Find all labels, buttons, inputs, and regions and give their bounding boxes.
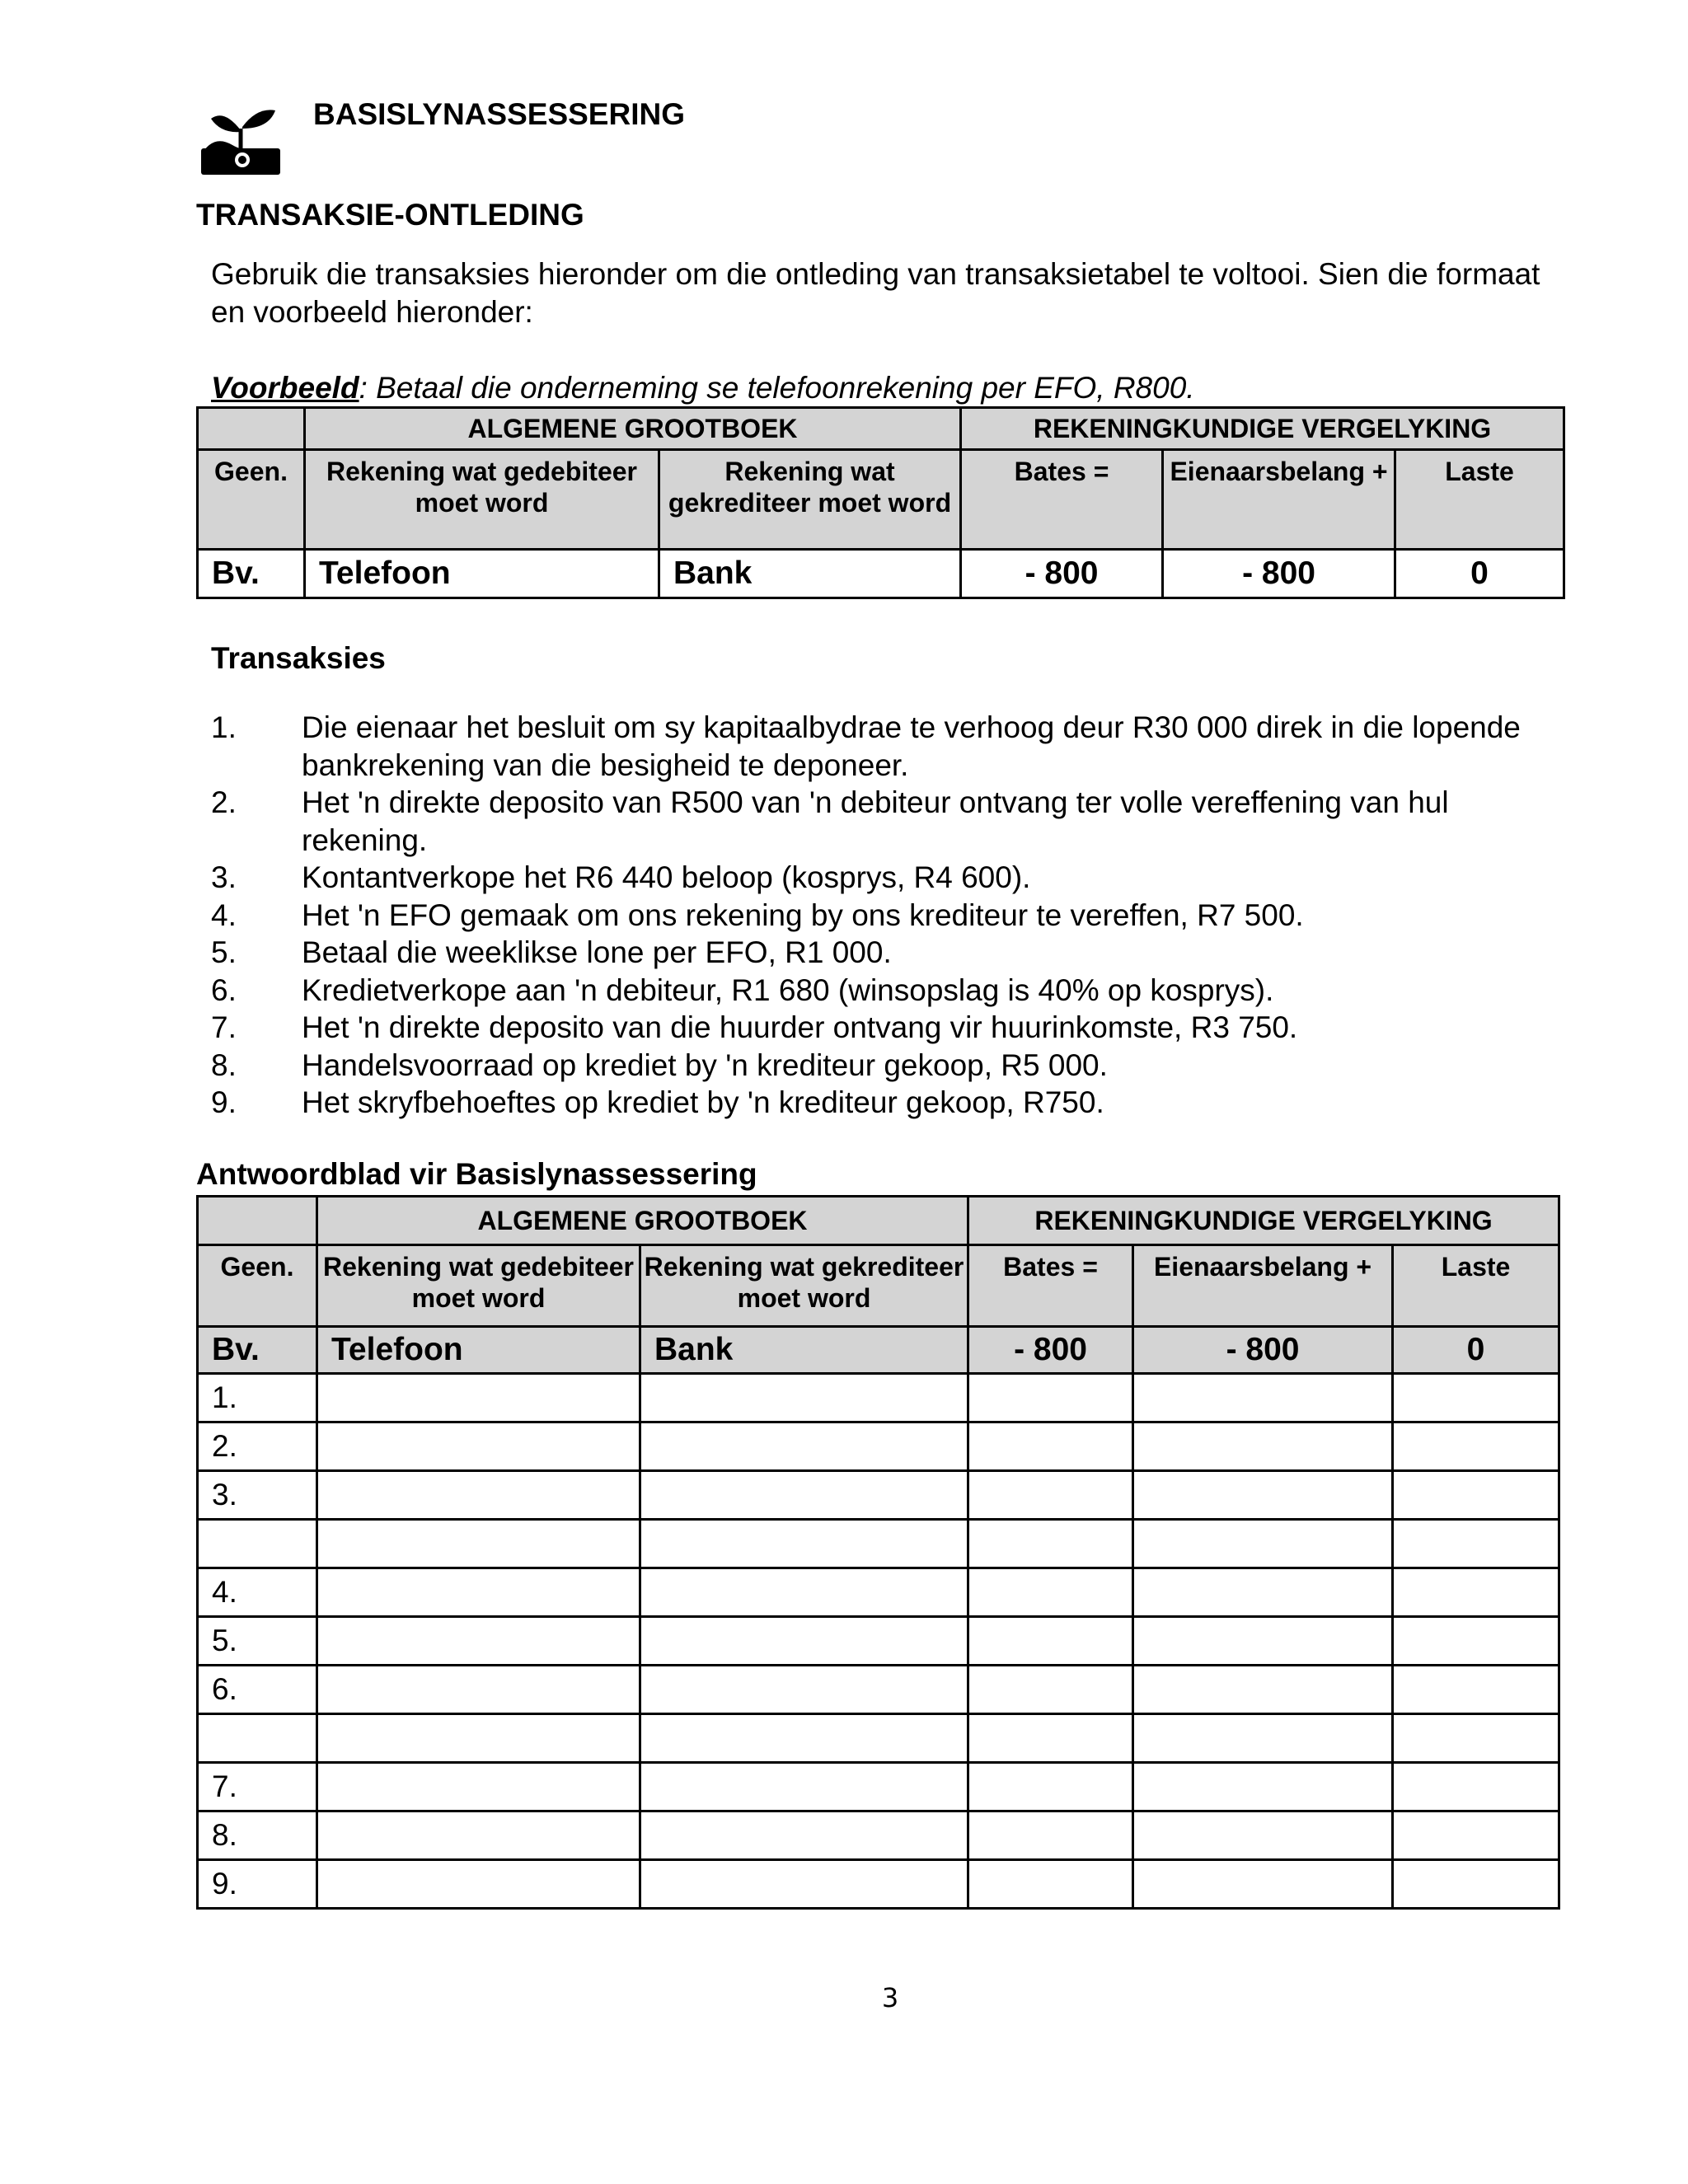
col-debit-header: Rekening wat gedebiteer moet word (305, 450, 659, 550)
page-heading: BASISLYNASSESSERING (313, 97, 685, 131)
item-text: Het 'n EFO gemaak om ons rekening by ons krediteur te vereffen, R7 500. (302, 898, 1304, 932)
example-row (198, 1327, 1559, 1374)
cell-equity: - 800 (1163, 550, 1395, 598)
debit-answer-cell[interactable] (317, 1617, 640, 1666)
debit-answer-cell[interactable] (317, 1568, 640, 1617)
debit-answer-cell[interactable] (317, 1860, 640, 1909)
credit-answer-cell[interactable] (640, 1568, 968, 1617)
table-row (198, 1422, 1559, 1471)
section-title: TRANSAKSIE-ONTLEDING (196, 198, 584, 232)
item-number: 8. (211, 1047, 237, 1082)
credit-answer-cell[interactable] (640, 1811, 968, 1860)
debit-answer-cell[interactable] (317, 1422, 640, 1471)
liabilities-answer-cell[interactable] (1393, 1617, 1559, 1666)
liabilities-answer-cell[interactable] (1393, 1374, 1559, 1422)
liabilities-answer-cell[interactable] (1393, 1860, 1559, 1909)
credit-answer-cell[interactable] (640, 1520, 968, 1568)
credit-answer-cell[interactable] (640, 1860, 968, 1909)
list-item (211, 972, 1571, 1010)
answer-table (196, 1195, 1560, 1910)
debit-answer-cell[interactable] (317, 1811, 640, 1860)
liabilities-answer-cell[interactable] (1393, 1666, 1559, 1714)
credit-answer-cell[interactable] (640, 1714, 968, 1763)
cell-credit: Bank (640, 1327, 968, 1374)
col-equity-header: Eienaarsbelang + (1163, 450, 1395, 550)
row-number: 4. (198, 1568, 317, 1617)
credit-answer-cell[interactable] (640, 1471, 968, 1520)
credit-answer-cell[interactable] (640, 1763, 968, 1811)
example-table (196, 406, 1565, 599)
debit-answer-cell[interactable] (317, 1763, 640, 1811)
item-number: 4. (211, 898, 237, 932)
answer-sheet-title: Antwoordblad vir Basislynassessering (196, 1157, 757, 1191)
credit-answer-cell[interactable] (640, 1422, 968, 1471)
table-row (198, 1763, 1559, 1811)
liabilities-answer-cell[interactable] (1393, 1471, 1559, 1520)
debit-answer-cell[interactable] (317, 1666, 640, 1714)
liabilities-answer-cell[interactable] (1393, 1422, 1559, 1471)
col-liabilities-header: Laste (1395, 450, 1564, 550)
col-credit-header: Rekening wat gekrediteer moet word (659, 450, 961, 550)
item-text: Het 'n direkte deposito van R500 van 'n debiteur ontvang ter volle vereffening van hul rekening. (302, 785, 1449, 857)
debit-answer-cell[interactable] (317, 1520, 640, 1568)
row-number: 3. (198, 1471, 317, 1520)
group-equation-header: REKENINGKUNDIGE VERGELYKING (968, 1197, 1559, 1245)
page-number: 3 (881, 1982, 899, 2013)
liabilities-answer-cell[interactable] (1393, 1714, 1559, 1763)
row-number (198, 1714, 317, 1763)
assets-answer-cell[interactable] (968, 1860, 1133, 1909)
cell-assets: - 800 (961, 550, 1163, 598)
equity-answer-cell[interactable] (1133, 1520, 1393, 1568)
equity-answer-cell[interactable] (1133, 1471, 1393, 1520)
item-text: Kontantverkope het R6 440 beloop (kosprys, R4 600). (302, 860, 1031, 894)
row-number: 1. (198, 1374, 317, 1422)
equity-answer-cell[interactable] (1133, 1666, 1393, 1714)
item-text: Het 'n direkte deposito van die huurder ontvang vir huurinkomste, R3 750. (302, 1010, 1298, 1044)
table-row (198, 1568, 1559, 1617)
instructions: Gebruik die transaksies hieronder om die ontleding van transaksietabel te voltooi. Sien die formaat en voorbeeld hieronder: (211, 257, 1540, 329)
transactions-list (211, 709, 1571, 1122)
group-equation-header: REKENINGKUNDIGE VERGELYKING (961, 408, 1564, 450)
cell-liabilities: 0 (1395, 550, 1564, 598)
item-text: Handelsvoorraad op krediet by 'n krediteur gekoop, R5 000. (302, 1047, 1108, 1082)
cell-no: Bv. (198, 550, 305, 598)
assets-answer-cell[interactable] (968, 1520, 1133, 1568)
equity-answer-cell[interactable] (1133, 1568, 1393, 1617)
list-item (211, 1084, 1571, 1122)
list-item (211, 859, 1571, 897)
item-number: 3. (211, 860, 237, 894)
item-text: Het skryfbehoeftes op krediet by 'n krediteur gekoop, R750. (302, 1085, 1104, 1119)
cell-no: Bv. (198, 1327, 317, 1374)
example-sentence (211, 371, 1195, 405)
table-row (198, 1860, 1559, 1909)
item-text: Kredietverkope aan 'n debiteur, R1 680 (winsopslag is 40% op kosprys). (302, 972, 1274, 1007)
list-item (211, 1047, 1571, 1085)
table-row (198, 1666, 1559, 1714)
example-row (198, 550, 1564, 598)
row-number: 6. (198, 1666, 317, 1714)
cell-equity: - 800 (1133, 1327, 1393, 1374)
liabilities-answer-cell[interactable] (1393, 1520, 1559, 1568)
col-debit-header: Rekening wat gedebiteer moet word (317, 1245, 640, 1327)
group-ledger-header: ALGEMENE GROOTBOEK (305, 408, 961, 450)
item-number: 9. (211, 1085, 237, 1119)
item-number: 5. (211, 935, 237, 969)
assets-answer-cell[interactable] (968, 1374, 1133, 1422)
cell-assets: - 800 (968, 1327, 1133, 1374)
col-equity-header: Eienaarsbelang + (1133, 1245, 1393, 1327)
item-number: 2. (211, 785, 237, 819)
assets-answer-cell[interactable] (968, 1811, 1133, 1860)
list-item (211, 1009, 1571, 1047)
table-row (198, 1520, 1559, 1568)
item-number: 7. (211, 1010, 237, 1044)
list-item (211, 897, 1571, 935)
assets-answer-cell[interactable] (968, 1422, 1133, 1471)
equity-answer-cell[interactable] (1133, 1763, 1393, 1811)
equity-answer-cell[interactable] (1133, 1374, 1393, 1422)
row-number (198, 1520, 317, 1568)
row-number: 5. (198, 1617, 317, 1666)
cell-debit: Telefoon (305, 550, 659, 598)
debit-answer-cell[interactable] (317, 1374, 640, 1422)
assets-answer-cell[interactable] (968, 1617, 1133, 1666)
credit-answer-cell[interactable] (640, 1617, 968, 1666)
equity-answer-cell[interactable] (1133, 1811, 1393, 1860)
list-item (211, 784, 1571, 859)
table-row (198, 1617, 1559, 1666)
col-assets-header: Bates = (968, 1245, 1133, 1327)
equity-answer-cell[interactable] (1133, 1422, 1393, 1471)
table-row (198, 1714, 1559, 1763)
assets-answer-cell[interactable] (968, 1666, 1133, 1714)
liabilities-answer-cell[interactable] (1393, 1763, 1559, 1811)
list-item (211, 934, 1571, 972)
col-no-header: Geen. (198, 450, 305, 550)
row-number: 9. (198, 1860, 317, 1909)
row-number: 2. (198, 1422, 317, 1471)
credit-answer-cell[interactable] (640, 1374, 968, 1422)
debit-answer-cell[interactable] (317, 1714, 640, 1763)
header-blank (198, 408, 305, 450)
example-label: Voorbeeld (211, 371, 359, 405)
assets-answer-cell[interactable] (968, 1471, 1133, 1520)
cell-debit: Telefoon (317, 1327, 640, 1374)
seedling-icon (199, 105, 282, 175)
credit-answer-cell[interactable] (640, 1666, 968, 1714)
equity-answer-cell[interactable] (1133, 1860, 1393, 1909)
item-number: 6. (211, 972, 237, 1007)
header-blank (198, 1197, 317, 1245)
list-item (211, 709, 1571, 784)
cell-liabilities: 0 (1393, 1327, 1559, 1374)
transactions-title: Transaksies (211, 641, 386, 675)
item-text: Die eienaar het besluit om sy kapitaalbydrae te verhoog deur R30 000 direk in die lopende bankrekening van die besigheid te deponeer. (302, 710, 1521, 782)
item-number: 1. (211, 710, 237, 744)
table-row (198, 1811, 1559, 1860)
debit-answer-cell[interactable] (317, 1471, 640, 1520)
row-number: 8. (198, 1811, 317, 1860)
liabilities-answer-cell[interactable] (1393, 1811, 1559, 1860)
col-liabilities-header: Laste (1393, 1245, 1559, 1327)
table-row (198, 1471, 1559, 1520)
cell-credit: Bank (659, 550, 961, 598)
col-no-header: Geen. (198, 1245, 317, 1327)
row-number: 7. (198, 1763, 317, 1811)
table-row (198, 1374, 1559, 1422)
col-assets-header: Bates = (961, 450, 1163, 550)
equity-answer-cell[interactable] (1133, 1714, 1393, 1763)
equity-answer-cell[interactable] (1133, 1617, 1393, 1666)
liabilities-answer-cell[interactable] (1393, 1568, 1559, 1617)
group-ledger-header: ALGEMENE GROOTBOEK (317, 1197, 968, 1245)
assets-answer-cell[interactable] (968, 1714, 1133, 1763)
col-credit-header: Rekening wat gekrediteer moet word (640, 1245, 968, 1327)
assets-answer-cell[interactable] (968, 1568, 1133, 1617)
assets-answer-cell[interactable] (968, 1763, 1133, 1811)
item-text: Betaal die weeklikse lone per EFO, R1 000. (302, 935, 892, 969)
example-text: : Betaal die onderneming se telefoonrekening per EFO, R800. (359, 371, 1195, 405)
